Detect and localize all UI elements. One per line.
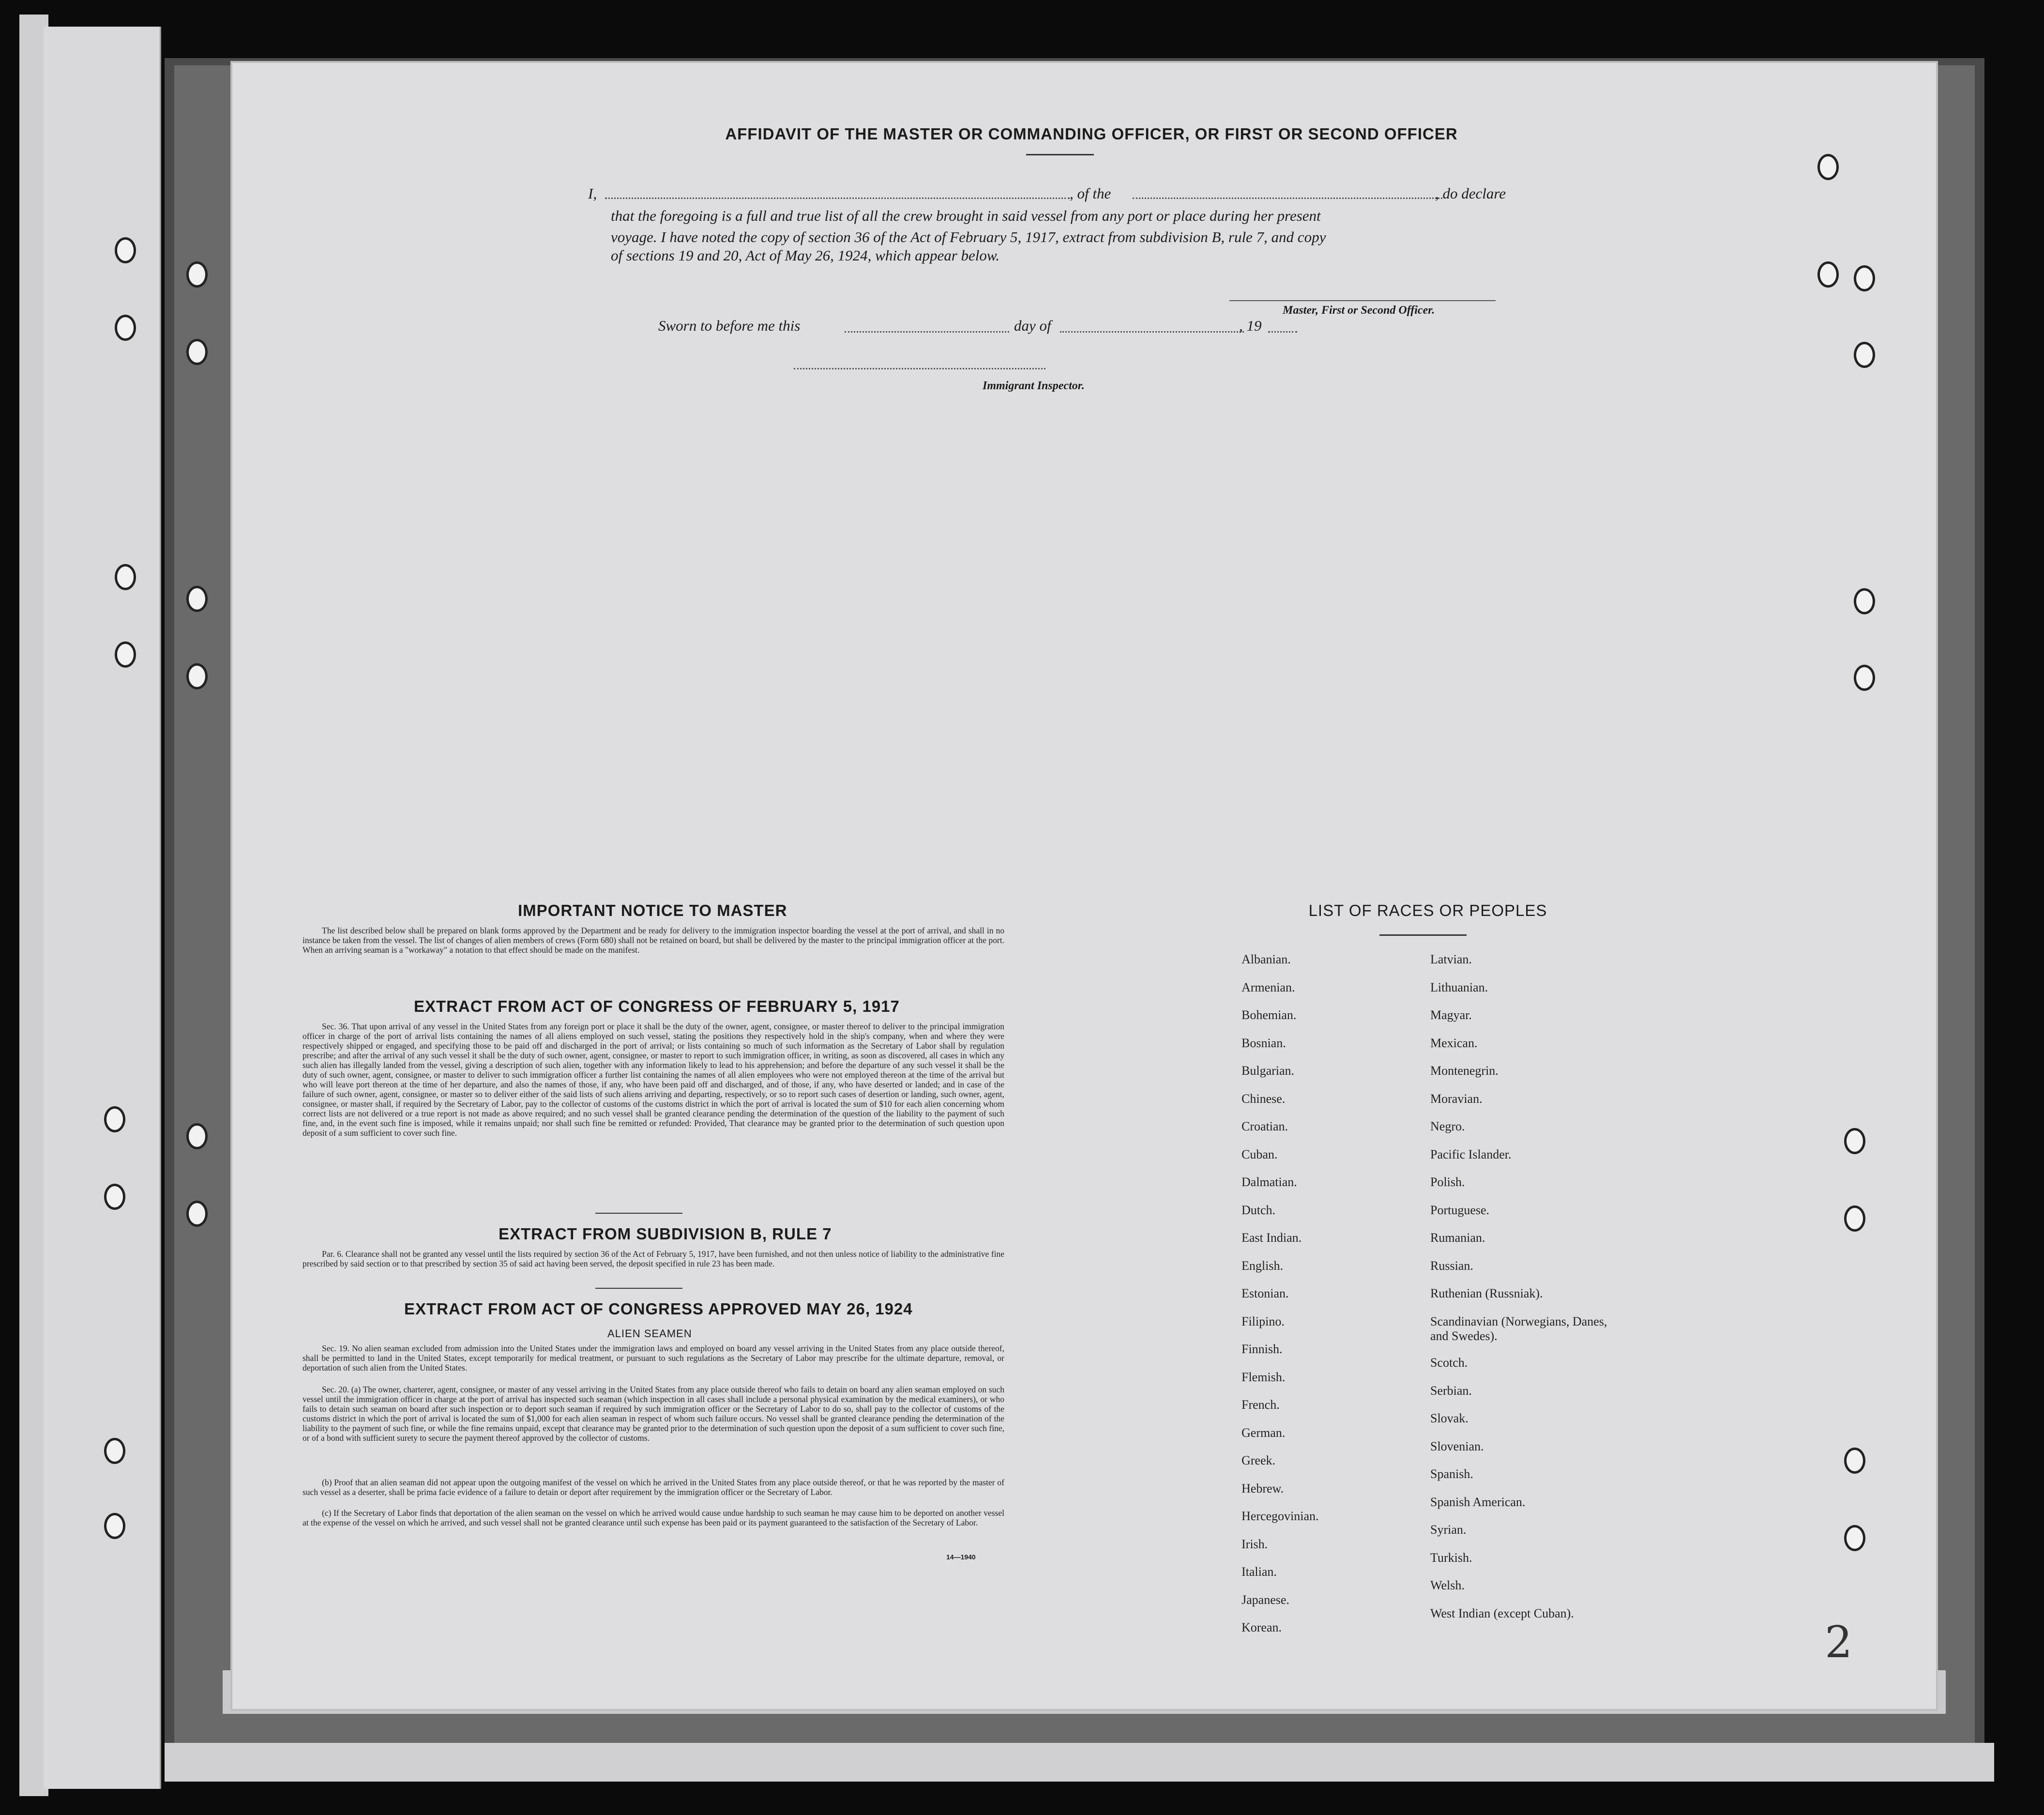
alien-seamen-subtitle: ALIEN SEAMEN xyxy=(607,1327,692,1340)
sec20b-body: (b) Proof that an alien seaman did not appear upon the outgoing manifest of the vessel on which he arrived in the United States from any place outside thereof, or that he was reported by the master of such vessel as a deserter, shall be prima facie evidence of a failure to detain or deport after requirement by the immigration officer or the Secretary of Labor. xyxy=(303,1478,1004,1497)
race-item: West Indian (except Cuban). xyxy=(1430,1606,1574,1620)
race-item: Bosnian. xyxy=(1242,1036,1286,1050)
extract-1917-body: Sec. 36. That upon arrival of any vessel in the United States from any foreign port or place it shall be the duty of the owner, agent, consignee, or master thereof to deliver to the principal immigration officer in charge of the port of arrival lists containing the names of all aliens employed on such vessel, stating the positions they respectively hold in the ship's company, when and where they were respectively shipped or engaged, and specifying those to be paid off and discharged in the port of arrival; or lists containing so much of such information as the Secretary of Labor shall by regulation prescribe; and after the arrival of any such vessel it shall be the duty of such owner, agent, consignee, or master to report to such immigration officer, in writing, as soon as discovered, all cases in which any such alien has illegally landed from the vessel, giving a description of such alien, together with any information likely to lead to his apprehension; and before the departure of any such vessel it shall be the duty of such owner, agent, consignee, or master to deliver to such immigration officer a further list containing the names of all alien employees who were not employed thereon at the time of the arrival but who will leave port thereon at the time of her departure, and also the names of those, if any, who have been paid off and discharged, and of those, if any, who have deserted or landed; and in case of the failure of such owner, agent, consignee, or master so to deliver either of the said lists of such aliens arriving and departing, respectively, or so to report such cases of desertion or landing, such owner, agent, consignee, or master shall, if required by the Secretary of Labor, pay to the collector of customs of the customs district in which the port of arrival is located the sum of $10 for each alien concerning whom correct lists are not delivered or a true report is not made as above required; and no such vessel shall be granted clearance pending the determination of the question of the liability to the payment of such fine, and, in the event such fine is imposed, while it remains unpaid; nor shall such fine be remitted or refunded: Provided, That clearance may be granted prior to the determination of such question upon deposit of a sum sufficient to cover such fine. xyxy=(303,1022,1004,1138)
rule7-body: Par. 6. Clearance shall not be granted any vessel until the lists required by section 36 of the Act of February 5, 1917, have been furnished, and not then unless notice of liability to the administrative fine prescribed by said section or to that prescribed by section 35 of said act having been served, the deposit specified in rule 23 has been made. xyxy=(303,1249,1004,1268)
race-item: Chinese. xyxy=(1242,1091,1286,1106)
punch-hole xyxy=(1844,1448,1865,1474)
punch-hole xyxy=(1854,265,1875,291)
race-item: Moravian. xyxy=(1430,1091,1483,1106)
race-item: Syrian. xyxy=(1430,1523,1467,1537)
race-item: Dalmatian. xyxy=(1242,1175,1297,1189)
race-item: Filipino. xyxy=(1242,1314,1285,1328)
race-item: Irish. xyxy=(1242,1537,1268,1551)
punch-hole xyxy=(1854,665,1875,691)
punch-hole xyxy=(1817,261,1839,288)
section-rule xyxy=(595,1213,682,1214)
punch-hole xyxy=(104,1438,125,1464)
race-item: Montenegrin. xyxy=(1430,1064,1499,1078)
declarant-name-field[interactable] xyxy=(605,198,1070,199)
sworn-year-prefix: , 19 xyxy=(1239,317,1262,334)
race-item: Slovak. xyxy=(1430,1411,1469,1425)
inspector-signature-label: Immigrant Inspector. xyxy=(983,380,1085,392)
race-item: Serbian. xyxy=(1430,1383,1472,1398)
manifest-page xyxy=(232,63,1936,1709)
title-rule xyxy=(1026,154,1094,155)
rule7-title: EXTRACT FROM SUBDIVISION B, RULE 7 xyxy=(499,1225,832,1243)
race-item: Spanish. xyxy=(1430,1467,1473,1481)
punch-hole xyxy=(186,339,208,365)
race-item: Cuban. xyxy=(1242,1147,1278,1161)
punch-hole xyxy=(115,641,136,668)
race-item: German. xyxy=(1242,1425,1286,1440)
affidavit-line-2: that the foregoing is a full and true list of all the crew brought in said vessel from any port or place during her present xyxy=(611,207,1321,224)
sworn-day-field[interactable] xyxy=(845,331,1009,333)
punch-hole xyxy=(115,237,136,263)
sworn-day-of-text: day of xyxy=(1014,317,1051,334)
race-item: Dutch. xyxy=(1242,1203,1276,1217)
punch-hole xyxy=(1817,154,1839,180)
race-item: Bulgarian. xyxy=(1242,1064,1295,1078)
race-item: Negro. xyxy=(1430,1119,1465,1133)
inspector-signature-field[interactable] xyxy=(794,368,1045,369)
punch-hole xyxy=(186,1201,208,1227)
race-item: Slovenian. xyxy=(1430,1439,1484,1453)
race-item: Greek. xyxy=(1242,1453,1276,1467)
race-item: Ruthenian (Russniak). xyxy=(1430,1286,1543,1300)
sworn-month-field[interactable] xyxy=(1060,331,1244,333)
extract-1924-title: EXTRACT FROM ACT OF CONGRESS APPROVED MAY 26, 1924 xyxy=(404,1300,913,1318)
race-item: Finnish. xyxy=(1242,1342,1283,1356)
binding-strip xyxy=(44,27,161,1789)
punch-hole xyxy=(186,663,208,689)
affidavit-line-3: voyage. I have noted the copy of section 36 of the Act of February 5, 1917, extract from subdivision B, rule 7, and copy xyxy=(611,229,1326,245)
master-signature-label: Master, First or Second Officer. xyxy=(1283,304,1435,317)
races-title-rule xyxy=(1379,934,1467,936)
form-number: 14—1940 xyxy=(946,1553,976,1561)
race-item: Russian. xyxy=(1430,1258,1473,1273)
punch-hole xyxy=(1844,1128,1865,1154)
punch-hole xyxy=(1844,1525,1865,1551)
notice-title: IMPORTANT NOTICE TO MASTER xyxy=(518,901,787,919)
punch-hole xyxy=(1854,342,1875,368)
race-item: Portuguese. xyxy=(1430,1203,1490,1217)
affidavit-of-the: , of the xyxy=(1070,185,1111,202)
race-item: Spanish American. xyxy=(1430,1495,1526,1509)
lower-sheet-edge xyxy=(165,1743,1994,1782)
vessel-name-field[interactable] xyxy=(1133,198,1442,199)
race-item: Scotch. xyxy=(1430,1356,1468,1370)
race-item: Albanian. xyxy=(1242,952,1291,966)
punch-hole xyxy=(115,564,136,590)
race-item: Armenian. xyxy=(1242,980,1295,994)
race-item: Croatian. xyxy=(1242,1119,1288,1133)
race-item: Hercegovinian. xyxy=(1242,1509,1319,1523)
punch-hole xyxy=(104,1513,125,1539)
sec19-body: Sec. 19. No alien seaman excluded from admission into the United States under the immigration laws and employed on board any vessel arriving in the United States from any place outside thereof, shall be permitted to land in the United States, except temporarily for medical treatment, or pursuant to such regulations as the Secretary of Labor may prescribe for the ultimate departure, removal, or deportation of such alien from the United States. xyxy=(303,1343,1004,1373)
race-item: Lithuanian. xyxy=(1430,980,1488,994)
sec20c-body: (c) If the Secretary of Labor finds that deportation of the alien seaman on the vessel on which he arrived would cause undue hardship to such seaman he may cause him to be deported on another vessel at the expense of the vessel on which he arrived, and such vessel shall not be granted clearance until such expense has been paid or its payment guaranteed to the satisfaction of the Secretary of Labor. xyxy=(303,1508,1004,1527)
handwritten-mark: 2 xyxy=(1825,1617,1853,1668)
races-title: LIST OF RACES OR PEOPLES xyxy=(1308,901,1547,919)
punch-hole xyxy=(186,261,208,288)
race-item: East Indian. xyxy=(1242,1231,1302,1245)
race-item: Turkish. xyxy=(1430,1550,1472,1565)
race-item: Estonian. xyxy=(1242,1286,1289,1300)
affidavit-title: AFFIDAVIT OF THE MASTER OR COMMANDING OFFICER, OR FIRST OR SECOND OFFICER xyxy=(725,125,1458,143)
race-item: Magyar. xyxy=(1430,1008,1472,1022)
affidavit-declarant-prefix: I, xyxy=(588,185,597,202)
race-item: Mexican. xyxy=(1430,1036,1478,1050)
race-item: English. xyxy=(1242,1258,1283,1273)
master-signature-field[interactable] xyxy=(1229,300,1496,301)
sworn-year-field[interactable] xyxy=(1268,331,1297,333)
punch-hole xyxy=(104,1106,125,1132)
punch-hole xyxy=(186,586,208,612)
race-item: Rumanian. xyxy=(1430,1231,1485,1245)
punch-hole xyxy=(1854,588,1875,614)
race-item: Welsh. xyxy=(1430,1578,1465,1592)
race-item: Scandinavian (Norwegians, Danes, and Swedes). xyxy=(1430,1314,1607,1343)
section-rule xyxy=(595,1288,682,1289)
punch-hole xyxy=(115,315,136,341)
punch-hole xyxy=(1844,1205,1865,1232)
race-item: Italian. xyxy=(1242,1565,1277,1579)
affidavit-line-4: of sections 19 and 20, Act of May 26, 1924, which appear below. xyxy=(611,247,1000,264)
race-item: Hebrew. xyxy=(1242,1481,1284,1495)
punch-hole xyxy=(186,1123,208,1149)
notice-body: The list described below shall be prepared on blank forms approved by the Department and be ready for delivery to the immigration inspector boarding the vessel at the port of arrival, and shall in no instance be taken from the vessel. The list of changes of alien members of crews (Form 680) shall not be retained on board, but shall be delivered by the master to the principal immigration officer at the port. When an arriving seaman is a "workaway" a notation to that effect should be made on the manifest. xyxy=(303,926,1004,955)
affidavit-do-declare: , do declare xyxy=(1435,185,1506,202)
race-item: Pacific Islander. xyxy=(1430,1147,1512,1161)
race-item: Flemish. xyxy=(1242,1370,1286,1384)
extract-1917-title: EXTRACT FROM ACT OF CONGRESS OF FEBRUARY 5, 1917 xyxy=(414,997,900,1015)
race-item: Polish. xyxy=(1430,1175,1465,1189)
race-item: Japanese. xyxy=(1242,1592,1289,1607)
punch-hole xyxy=(104,1184,125,1210)
race-item: Bohemian. xyxy=(1242,1008,1297,1022)
sec20a-body: Sec. 20. (a) The owner, charterer, agent, consignee, or master of any vessel arriving in the United States from any place outside thereof who fails to detain on board any alien seaman employed on such vessel until the immigration officer in charge at the port of arrival has inspected such seaman (which inspection in all cases shall include a personal physical examination by the medical examiners), or who fails to detain such seaman on board after such inspection or to deport such seaman if required by such immigration officer or the Secretary of Labor to do so, shall pay to the collector of customs of the customs district in which the port of arrival is located the sum of $1,000 for each alien seaman in respect of whom such failure occurs. No vessel shall be granted clearance pending the determination of the liability to the payment of such fine, or while the fine remains unpaid, except that clearance may be granted prior to the determination of such question upon the deposit of a sum sufficient to cover such fine, or of a bond with sufficient surety to secure the payment thereof approved by the collector of customs. xyxy=(303,1385,1004,1443)
sworn-before-text: Sworn to before me this xyxy=(658,317,801,334)
race-item: French. xyxy=(1242,1398,1280,1412)
race-item: Korean. xyxy=(1242,1620,1282,1634)
race-item: Latvian. xyxy=(1430,952,1472,966)
